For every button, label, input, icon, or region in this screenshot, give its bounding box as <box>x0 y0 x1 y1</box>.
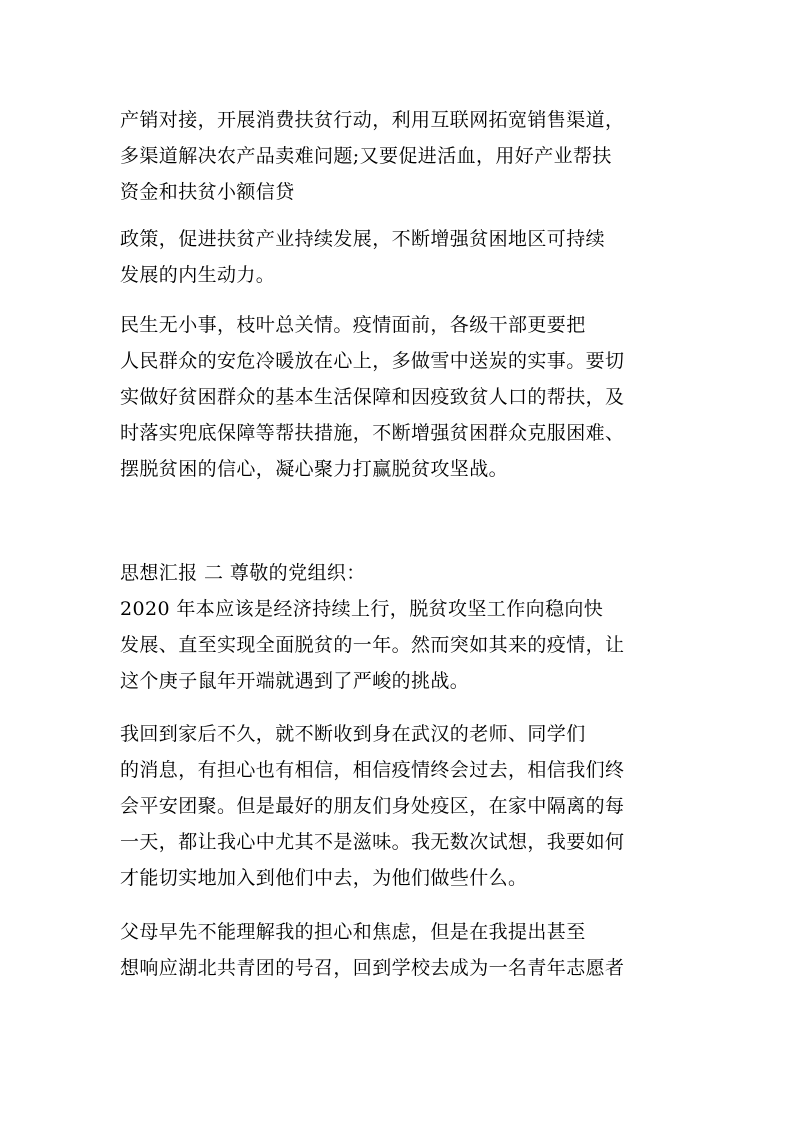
text-line: 才能切实地加入到他们中去，为他们做些什么。 <box>120 867 528 889</box>
text-line: 会平安团聚。但是最好的朋友们身处疫区，在家中隔离的每 <box>120 795 625 817</box>
section-heading: 思想汇报 二 尊敬的党组织： <box>120 562 366 584</box>
text-line: 产销对接，开展消费扶贫行动，利用互联网拓宽销售渠道， <box>120 109 625 131</box>
text-line: 政策，促进扶贫产业持续发展，不断增强贫困地区可持续 <box>120 228 606 250</box>
text-line: 多渠道解决农产品卖难问题;又要促进活血，用好产业帮扶 <box>120 145 612 167</box>
text-line: 发展、直至实现全面脱贫的一年。然而突如其来的疫情，让 <box>120 634 625 656</box>
text-line: 民生无小事，枝叶总关情。疫情面前，各级干部更要把 <box>120 314 586 336</box>
text-line: 父母早先不能理解我的担心和焦虑，但是在我提出甚至 <box>120 921 586 943</box>
text-line: 2020 年本应该是经济持续上行，脱贫攻坚工作向稳向快 <box>120 598 604 620</box>
text-line: 摆脱贫困的信心，凝心聚力打赢脱贫攻坚战。 <box>120 458 509 480</box>
text-line: 这个庚子鼠年开端就遇到了严峻的挑战。 <box>120 670 470 692</box>
text-line: 时落实兜底保障等帮扶措施，不断增强贫困群众克服困难、 <box>120 422 625 444</box>
text-line: 想响应湖北共青团的号召，回到学校去成为一名青年志愿者 <box>120 957 625 979</box>
text-line: 实做好贫困群众的基本生活保障和因疫致贫人口的帮扶，及 <box>120 386 625 408</box>
text-line: 的消息，有担心也有相信，相信疫情终会过去，相信我们终 <box>120 759 625 781</box>
text-line: 我回到家后不久，就不断收到身在武汉的老师、同学们 <box>120 723 586 745</box>
text-line: 人民群众的安危冷暖放在心上，多做雪中送炭的实事。要切 <box>120 350 625 372</box>
text-line: 资金和扶贫小额信贷 <box>120 181 295 203</box>
text-line: 一天，都让我心中尤其不是滋味。我无数次试想，我要如何 <box>120 831 625 853</box>
text-line: 发展的内生动力。 <box>120 264 276 286</box>
